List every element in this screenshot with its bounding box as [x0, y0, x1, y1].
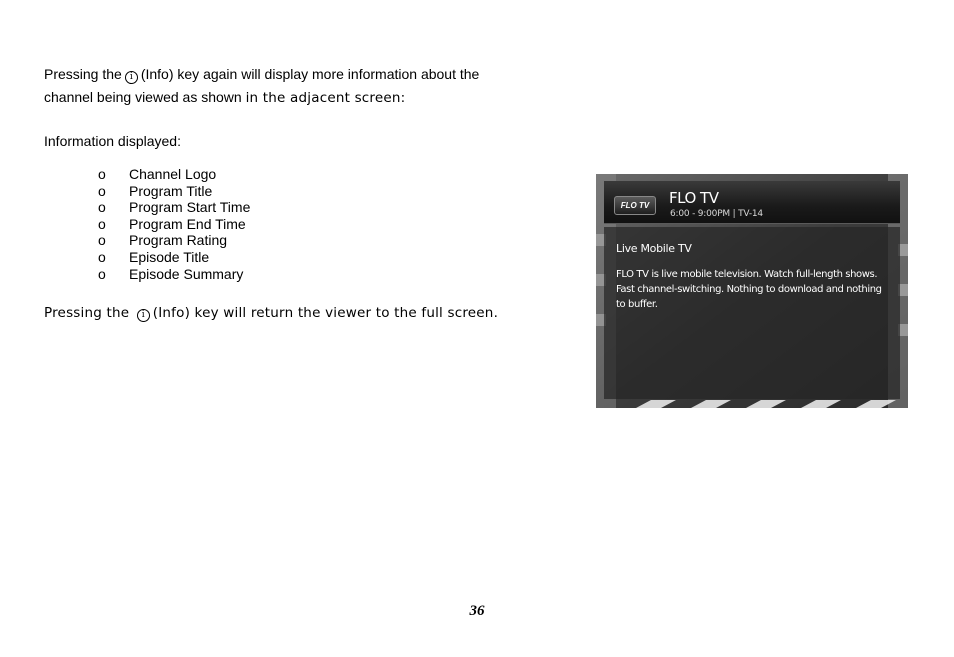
- list-bullet: o: [98, 215, 106, 232]
- episode-summary: FLO TV is live mobile television. Watch full-length shows. Fast channel-switching. Nothing to download and nothing to buffer.: [616, 269, 882, 310]
- list-item: [98, 232, 250, 249]
- intro-line-1-prefix: Pressing the: [44, 66, 122, 82]
- tv-screenshot: [596, 174, 908, 408]
- list-item-text: Program Rating: [129, 232, 228, 249]
- list-item: [98, 183, 250, 200]
- closing-prefix: Pressing the: [44, 305, 130, 321]
- info-icon: i: [137, 309, 150, 322]
- channel-logo: FLO TV: [614, 196, 656, 215]
- list-bullet: o: [98, 232, 106, 249]
- episode-title: Live Mobile TV: [616, 242, 692, 255]
- list-item: [98, 249, 250, 266]
- info-icon: i: [125, 71, 138, 84]
- list-item-text: Channel Logo: [129, 166, 217, 182]
- list-bullet: o: [98, 166, 106, 182]
- list-item-text: Program Title: [129, 182, 213, 199]
- page-number: 36: [469, 603, 485, 619]
- list-item: [98, 166, 250, 183]
- list-bullet: o: [98, 182, 106, 199]
- list-item-text: Episode Title: [129, 248, 210, 265]
- program-time-rating: 6:00 - 9:00PM | TV-14: [670, 209, 763, 219]
- list-item-text: Program End Time: [129, 215, 246, 232]
- list-item: [98, 216, 250, 233]
- list-item-text: Episode Summary: [129, 265, 244, 282]
- tv-info-header: [604, 181, 900, 224]
- intro-line-2: [44, 89, 405, 106]
- intro-line-1: [44, 66, 479, 84]
- list-bullet: o: [98, 199, 106, 216]
- intro-line-2-b: in the adjacent screen:: [245, 90, 406, 106]
- closing-suffix: (Info) key will return the viewer to the full screen.: [152, 305, 499, 321]
- intro-line-1-suffix: (Info) key again will display more information about the: [140, 66, 480, 82]
- list-bullet: o: [98, 248, 106, 265]
- closing-line: [44, 305, 498, 322]
- list-item: [98, 199, 250, 216]
- info-heading: Information displayed:: [44, 133, 181, 149]
- intro-line-2-a: channel being viewed as shown: [44, 89, 242, 105]
- program-title: FLO TV: [669, 189, 719, 207]
- info-list: [98, 166, 250, 282]
- list-item-text: Program Start Time: [129, 199, 251, 216]
- list-item: [98, 266, 250, 283]
- list-bullet: o: [98, 265, 106, 282]
